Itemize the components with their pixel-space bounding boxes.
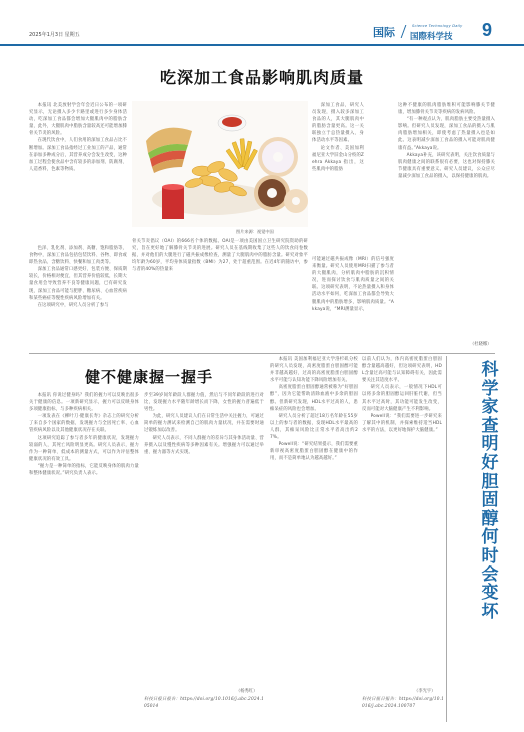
brand-title: 国際科学技	[410, 32, 453, 42]
article1-title: 吃深加工食品影响肌肉质量	[159, 68, 364, 87]
paragraph: 步至39岁间年龄段人群握力值，然后与不同年龄段的进行对比，发现握力水平随年龄增长而下降，女性的握力普遍低于男性。	[144, 393, 264, 413]
article3-signature: （李光宇）	[414, 689, 436, 694]
paragraph: 研究人员表示，不同人群握力的差异与其身体活动量、营养摄入以及慢性疾病等多种因素有关。增强握力可以通过举重、握力器等方式实现。	[144, 435, 264, 455]
food-image-icon	[132, 101, 308, 227]
paragraph: 研究人员表示，一般情况下HDL可以将多余的胆固醇运回肝脏代谢，但当其水平过高时，其功能可能发生改变，反而可能对大脑健康产生不利影响。	[362, 385, 442, 412]
paragraph: 这项研究追踪了参与者多年的健康状况，发现握力较弱的人，其死亡风险明显更高。研究人员表示，握力作为一种简单、低成本的测量方式，可以作为评估整体健康状况的有效工具。	[29, 435, 139, 462]
article3-col2	[362, 356, 442, 686]
food-photo	[132, 101, 308, 227]
paragraph: 高密度脂蛋白胆固醇通常被称为“好胆固醇”，因为它能帮助清除血液中多余的胆固醇。但新研究发现，HDL水平过高的人，患痴呆症的风险也会增加。	[270, 385, 358, 412]
paragraph: 深加工食品，研究人员发现，摄入较多深加工食品的人，其大腿肌肉中的脂肪含量更高。这一关联独立于总热量摄入、身体活动水平等因素。	[312, 103, 364, 144]
article1-col2	[29, 245, 127, 347]
article3-col1	[270, 356, 358, 722]
header-rule	[0, 44, 524, 46]
paragraph: 本报讯 北美放射学会年会近日公布的一项研究显示，无论摄入多少卡路里或进行多少身体活动，吃深加工食品都会增加大腿肌肉中的脂肪含量，此外，大腿肌肉中脂肪含量较高还可能增加膝骨关节炎的风险。	[29, 103, 127, 137]
paragraph: 以前人们认为，体内高密度脂蛋白胆固醇含量越高越好，但这项研究表明，HDL含量过高可能与认知障碍有关，因此需要关注其适度水平。	[362, 357, 442, 384]
article1-signature: （杜晓娜）	[470, 342, 492, 347]
article2-title: 健不健康握一握手	[84, 368, 213, 386]
article1-col4	[312, 102, 364, 254]
issue-date: 2025年1月3日 星期五	[29, 32, 80, 38]
article1-col5	[398, 102, 495, 342]
paragraph: 骨关节炎倡议（OAI）的666名个体的数据。OAI是一项由美国国立卫生研究院资助的研究，旨在更好地了解膝骨关节炎的进展。研究人员在基线期收集了这些人的饮食问卷数据，并对他们的大腿进行了磁共振成像检查，测量了大腿肌肉中的脂肪含量。研究对象平均年龄为60岁，平均身体质量指数（BMI）为27，处于超重范围。在近4年的随访中，参与者的40%的热量来	[132, 239, 308, 273]
vertical-headline: 科学家查明好胆固醇何时会变坏	[481, 360, 499, 622]
paragraph: 研究人员分析了超过18万名年龄在55岁以上的参与者的数据，发现HDL水平最高的人群，其痴呆风险比正常水平者高出约27%。	[270, 413, 358, 441]
article2-signature: （杨秀红）	[236, 689, 258, 694]
paragraph: Powell说：“我们需要进一步研究来了解其中的机制，并探索维持适当HDL水平的方法，以更好地保护大脑健康。”	[362, 413, 442, 433]
page-number: 9	[482, 20, 493, 40]
paragraph: 深加工食品通常口感更好、包装方便、保质期较长，价格相对便宜，但其营养价值较低，长期大量食用会导致营养不良等健康问题，已有研究发现，深加工食品可能与肥胖、糖尿病、心血管疾病和某些癌症等慢性疾病风险增加有关。	[29, 267, 127, 301]
column-divider	[446, 356, 447, 722]
section-divider	[29, 353, 495, 354]
brand-tagline: Science Technology Daily	[412, 24, 463, 28]
article3-doi: 科技日报日报告：https://doi.org/10.1016/j.abc.2024.100707	[362, 697, 444, 710]
paragraph: 可能通过磁共振成像（MRI）的信号强度来衡量。研究人员使用MRI扫描了参与者的大腿肌肉，分析肌肉中脂肪的沉积情况，进而探讨饮食与肌肉质量之间的关联。这项研究表明，不论热量摄入和身体活动水平如何，吃深加工食品都会导致大腿肌肉中的脂肪增多，影响肌肉质量。“Akkaya说，“MRI测量显示，	[312, 257, 394, 312]
paragraph: 本报讯 你说过健身吗？我们的握力可以反映出很多关于健康的信息。一项新研究显示，握力可以反映身体多项健康指标，与多种疾病相关。	[29, 393, 139, 413]
header-divider	[401, 25, 407, 38]
article2-col1	[29, 392, 139, 722]
paragraph: 本报讯 美国加利福尼亚大学洛杉矶分校的研究人员发现，高密度脂蛋白胆固醇可能并非越高越好，过高的高密度脂蛋白胆固醇水平可能与认知功能下降风险增加有关。	[270, 357, 358, 384]
paragraph: 在这项研究中，研究人员分析了参与	[37, 302, 109, 308]
article1-col3	[132, 238, 308, 350]
article2-col2	[144, 392, 264, 692]
paragraph: 色泽、乳化剂、添加剂、高糖、饱和脂肪等，食物中，深加工食品包括包装饮料、谷物、即食或即热食品、含糖饮料、快餐和加工肉类等。	[29, 246, 127, 266]
photo-caption: 图片来源：视觉中国	[236, 229, 274, 234]
paragraph: Akkaya补充，该研究表明，关注饮食质量与肌肉健康之间的联系很有必要，这也对保持膝关节健康具有重要意义。研究人员建议，公众应尽量减少深加工食品的摄入，以保持健康的肌肉。	[398, 152, 495, 179]
section-name: 国际	[373, 26, 395, 39]
paragraph: “握力是一种简单的指标，它能反映身体的肌肉力量和整体健康状况。”研究负责人表示。	[29, 463, 139, 477]
paragraph: 在现代饮食中，人们食用的深加工食品占比不断增加。深加工食品指经过工业加工的产品，通常在添加多种成分后，其营养成分会发生改变，这种加工过程会使食品中含有较多的添加剂、防腐剂、人造香料，色素等物质。	[29, 138, 127, 172]
paragraph: 论文作者、美国加利福尼亚大学旧金山分校的Zehra Akkaya 指出，这些肌肉中的脂肪	[312, 145, 364, 172]
article1-col1	[29, 102, 127, 242]
paragraph: Powell说：“研究结果提示，我们需要重新审视高密度脂蛋白胆固醇在健康中的作用，而不是简单地认为越高越好。”	[270, 442, 358, 462]
paragraph: 这种不健康的肌肉脂肪堆积可能影响膝关节健康，增加膝骨关节炎等疾病的发病风险。	[398, 103, 495, 116]
paragraph: “有一种观点认为，肌肉脂肪主要受热量摄入影响。但研究人员发现，深加工食品的摄入与肌肉脂肪增加相关，即使考虑了热量摄入也是如此。这表明减少深加工食品的摄入可能对肌肉健康有益。”Akkaya说。	[398, 117, 495, 151]
article2-doi: 科技日报日报告：https://doi.org/10.1016/j.abc.2024.105014	[144, 697, 264, 710]
paragraph: 一项发表在《柳叶刀·健康长寿》杂志上的研究分析了来自多个国家的数据，发现握力与全因死亡率、心血管疾病风险以及其他健康状况存在关联。	[29, 414, 139, 434]
paragraph: 为此，研究人员建议人们在日常生活中关注握力，可通过简单的握力测试来检测自己的肌肉力量状况，并在需要时通过锻炼加以改善。	[144, 414, 264, 434]
article1-col4-continued	[312, 256, 394, 350]
